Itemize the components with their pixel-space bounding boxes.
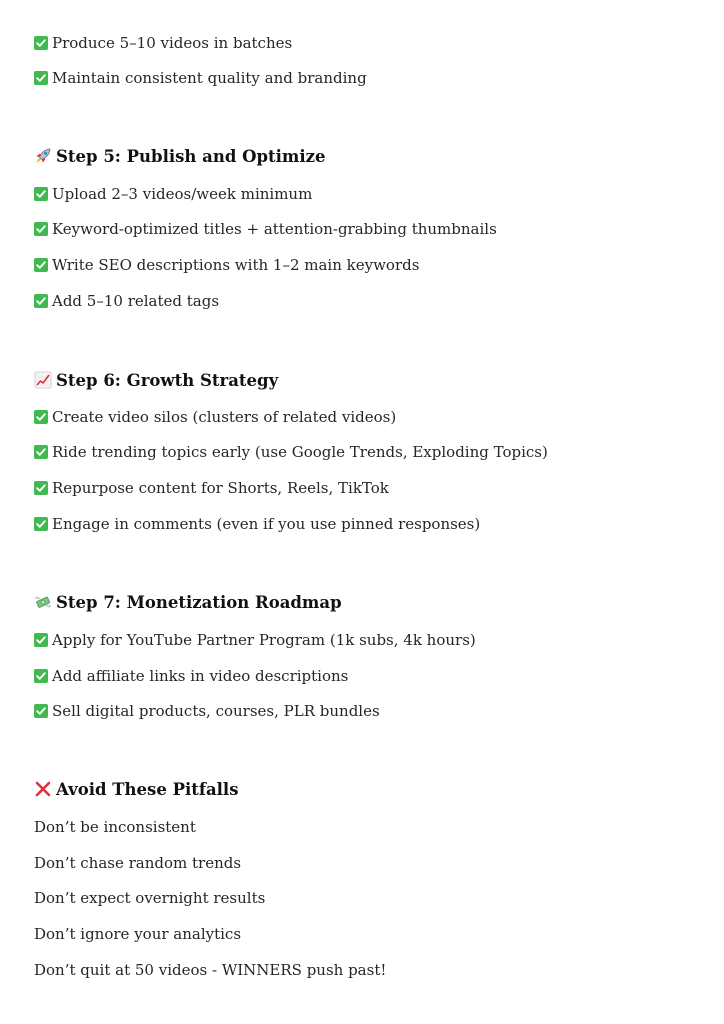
list-item-text: Add affiliate links in video descriptions bbox=[52, 667, 349, 685]
list-item-text: Create video silos (clusters of related videos) bbox=[52, 408, 397, 426]
list-item-text: Add 5–10 related tags bbox=[52, 292, 220, 310]
list-item bbox=[34, 923, 241, 945]
list-item bbox=[34, 441, 548, 463]
list-item bbox=[34, 290, 219, 312]
list-item bbox=[34, 406, 396, 428]
check-mark-icon bbox=[34, 633, 48, 647]
check-mark-icon bbox=[34, 71, 48, 85]
list-item-text: Sell digital products, courses, PLR bundles bbox=[52, 702, 380, 720]
check-mark-icon bbox=[34, 294, 48, 308]
list-item-text: Apply for YouTube Partner Program (1k subs, 4k hours) bbox=[52, 631, 476, 649]
section-heading-text: Step 5: Publish and Optimize bbox=[56, 147, 326, 166]
list-item-text: Repurpose content for Shorts, Reels, TikTok bbox=[52, 479, 389, 497]
list-item bbox=[34, 816, 196, 838]
section-heading-step6 bbox=[34, 369, 278, 393]
list-item-text: Keyword-optimized titles + attention-grabbing thumbnails bbox=[52, 220, 497, 238]
list-item bbox=[34, 852, 241, 874]
list-item-text: Don’t quit at 50 videos - WINNERS push past! bbox=[34, 961, 387, 979]
section-heading-text: Step 7: Monetization Roadmap bbox=[56, 593, 342, 612]
list-item-text: Don’t expect overnight results bbox=[34, 889, 266, 907]
list-item bbox=[34, 32, 292, 54]
list-item-text: Don’t be inconsistent bbox=[34, 818, 196, 836]
list-item bbox=[34, 959, 386, 981]
check-mark-icon bbox=[34, 222, 48, 236]
list-item bbox=[34, 629, 476, 651]
list-item-text: Upload 2–3 videos/week minimum bbox=[52, 185, 313, 203]
list-item bbox=[34, 665, 348, 687]
list-item bbox=[34, 218, 497, 240]
list-item bbox=[34, 700, 380, 722]
rocket-icon bbox=[34, 147, 52, 165]
section-heading-step5 bbox=[34, 145, 326, 169]
list-item bbox=[34, 183, 312, 205]
section-heading-pitfalls bbox=[34, 778, 239, 802]
check-mark-icon bbox=[34, 258, 48, 272]
check-mark-icon bbox=[34, 187, 48, 201]
check-mark-icon bbox=[34, 704, 48, 718]
check-mark-icon bbox=[34, 517, 48, 531]
list-item bbox=[34, 254, 419, 276]
list-item bbox=[34, 887, 265, 909]
section-heading-step7 bbox=[34, 591, 342, 615]
check-mark-icon bbox=[34, 481, 48, 495]
list-item bbox=[34, 477, 389, 499]
money-with-wings-icon bbox=[34, 593, 52, 611]
list-item-text: Ride trending topics early (use Google Trends, Exploding Topics) bbox=[52, 443, 548, 461]
cross-mark-icon bbox=[34, 780, 52, 798]
list-item-text: Produce 5–10 videos in batches bbox=[52, 34, 293, 52]
list-item-text: Engage in comments (even if you use pinned responses) bbox=[52, 515, 481, 533]
list-item bbox=[34, 67, 367, 89]
list-item-text: Don’t ignore your analytics bbox=[34, 925, 242, 943]
list-item-text: Write SEO descriptions with 1–2 main keywords bbox=[52, 256, 420, 274]
list-item-text: Don’t chase random trends bbox=[34, 854, 242, 872]
section-heading-text: Step 6: Growth Strategy bbox=[56, 371, 279, 390]
chart-increasing-icon bbox=[34, 371, 52, 389]
check-mark-icon bbox=[34, 36, 48, 50]
list-item-text: Maintain consistent quality and branding bbox=[52, 69, 367, 87]
check-mark-icon bbox=[34, 410, 48, 424]
check-mark-icon bbox=[34, 669, 48, 683]
section-heading-text: Avoid These Pitfalls bbox=[56, 780, 239, 799]
check-mark-icon bbox=[34, 445, 48, 459]
list-item bbox=[34, 513, 480, 535]
